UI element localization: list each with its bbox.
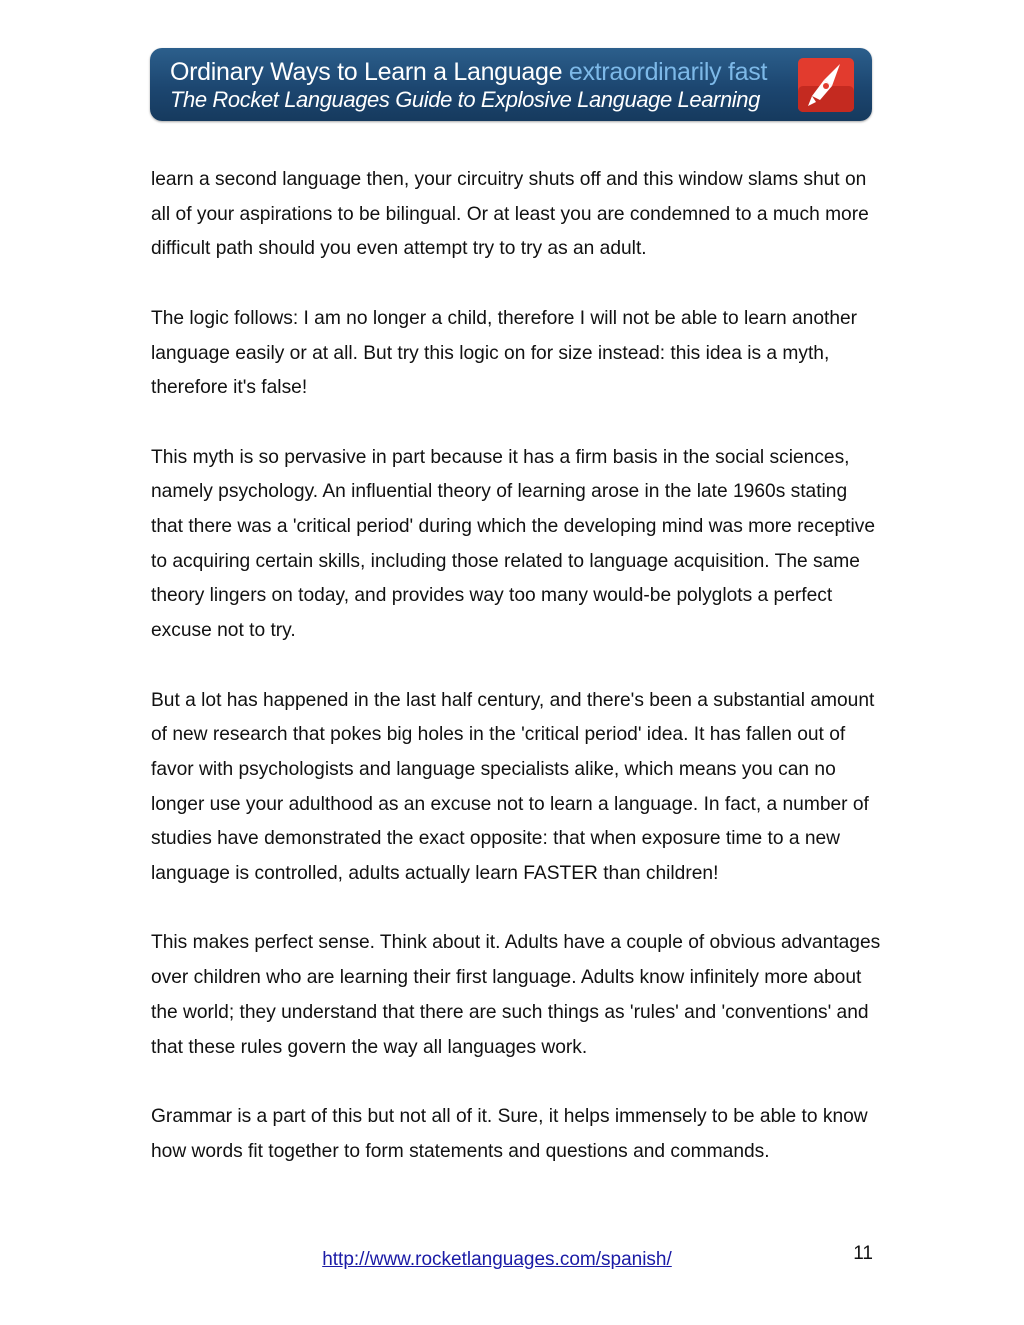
header-banner — [150, 48, 872, 121]
banner-title — [170, 57, 767, 87]
paragraph-5: This makes perfect sense. Think about it. Adults have a couple of obvious advantages over children who are learning their first language. Adults know infinitely more about the world; they understand that there are such things as 'rules' and 'conventions' and that these rules govern the way all languages work. — [151, 932, 881, 1058]
banner-title-accent: extraordinarily fast — [568, 58, 768, 86]
footer-link[interactable]: http://www.rocketlanguages.com/spanish/ — [322, 1249, 672, 1270]
page-number: 11 — [853, 1243, 873, 1264]
paragraph-1: learn a second language then, your circuitry shuts off and this window slams shut on all of your aspirations to be bilingual. Or at least you are condemned to a much more difficult path should you even attempt try to try as an adult. — [151, 169, 869, 260]
banner-title-main: Ordinary Ways to Learn a Language — [170, 58, 563, 86]
rocket-icon — [796, 56, 856, 114]
paragraph-6: Grammar is a part of this but not all of it. Sure, it helps immensely to be able to know how words fit together to form statements and questions and commands. — [151, 1105, 868, 1162]
paragraph-2: The logic follows: I am no longer a child, therefore I will not be able to learn another language easily or at all. But try this logic on for size instead: this idea is a myth, therefore it's false! — [151, 307, 858, 399]
body-text — [151, 163, 881, 1204]
banner-subtitle: The Rocket Languages Guide to Explosive Language Learning — [170, 87, 760, 112]
paragraph-4: But a lot has happened in the last half century, and there's been a substantial amount of new research that pokes big holes in the 'critical period' idea. It has fallen out of favor with psychologists and language specialists alike, which means you can no longer use your adulthood as an excuse not to learn a language. In fact, a number of studies have demonstrated the exact opposite: that when exposure time to a new language is controlled, adults actually learn FASTER than children! — [151, 689, 875, 885]
paragraph-3: This myth is so pervasive in part because it has a firm basis in the social sciences, namely psychology. An influential theory of learning arose in the late 1960s stating that there was a 'critical period' during which the developing mind was more receptive to acquiring certain skills, including those related to language acquisition. The same theory lingers on today, and provides way too many would-be polyglots a perfect excuse not to try. — [151, 446, 876, 642]
